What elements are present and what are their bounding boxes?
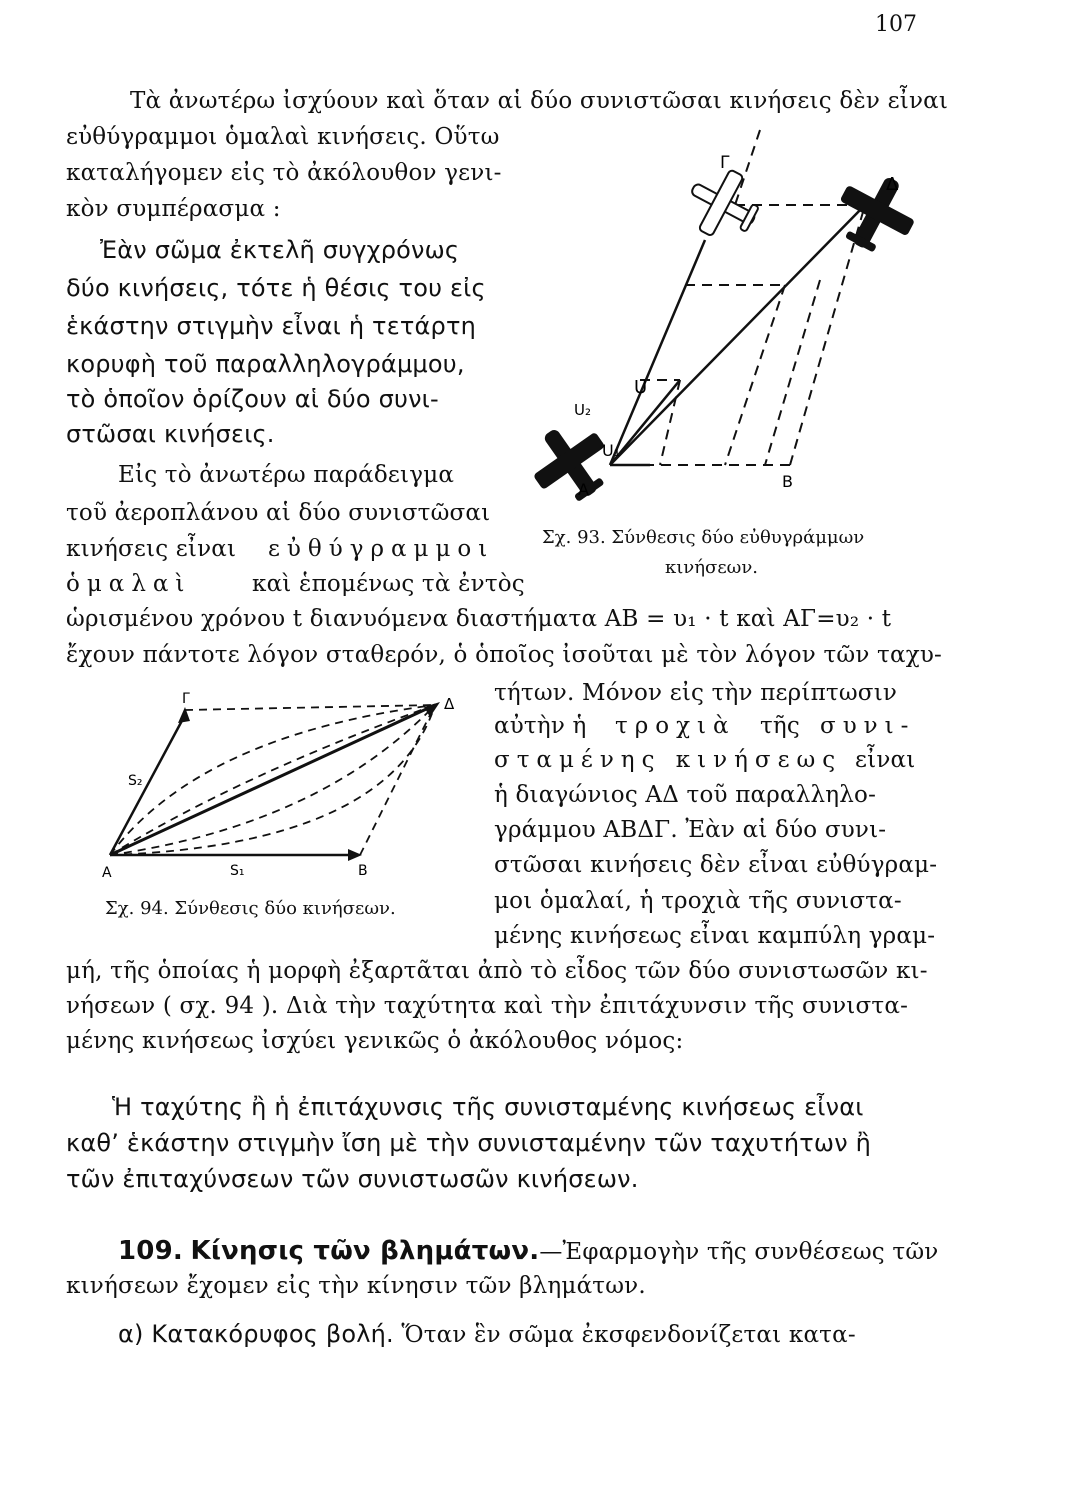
right-line-2a: αὐτὴν ἡ	[494, 713, 587, 739]
airplane-d-icon	[825, 162, 927, 264]
cont-line-1: μή, τῆς ὁποίας ἡ μορφὴ ἐξαρτᾶται ἀπὸ τὸ εἶδος τῶν δύο συνιστωσῶν κι-	[66, 958, 928, 984]
intro-line-2: εὐθύγραμμοι ὁμαλαὶ κινήσεις. Οὕτω	[66, 124, 500, 150]
right-line-1: τήτων. Μόνον εἰς τὴν περίπτωσιν	[494, 680, 898, 706]
example-line-2: τοῦ ἀεροπλάνου αἱ δύο συνιστῶσαι	[66, 500, 491, 526]
example-line-3a: κινήσεις εἶναι	[66, 536, 237, 562]
side-ag	[110, 715, 185, 855]
fig94-label-s2: S₂	[128, 773, 143, 789]
example-line-3b: εὐθύγραμμοι	[268, 536, 495, 562]
intro-line-4: κὸν συμπέρασμα :	[66, 196, 281, 222]
intro-line-3: καταλήγομεν εἰς τὸ ἀκόλουθον γενι-	[66, 160, 502, 186]
fig93-caption-line-1: Σχ. 93. Σύνθεσις δύο εὐθυγράμμων	[542, 527, 865, 548]
law-line-3: τῶν ἐπιταχύνσεων τῶν συνιστωσῶν κινήσεων.	[66, 1165, 639, 1193]
section-line-2: κινήσεων ἔχομεν εἰς τὴν κίνησιν τῶν βλημάτων.	[66, 1273, 646, 1299]
fig93-label-u2: U₂	[574, 401, 591, 419]
right-line-4: ἡ διαγώνιος ΑΔ τοῦ παραλληλο-	[494, 782, 877, 808]
fig93-label-a: A	[578, 480, 589, 499]
rule-line-5: τὸ ὁποῖον ὁρίζουν αἱ δύο συνι-	[66, 385, 439, 413]
fig93-caption-line-2: κινήσεων.	[665, 557, 758, 578]
fig94-label-s1: S₁	[230, 863, 245, 879]
right-line-6: στῶσαι κινήσεις δὲν εἶναι εὐθύγραμ-	[494, 852, 938, 878]
rule-line-6: στῶσαι κινήσεις.	[66, 420, 275, 448]
dash-v1	[725, 285, 785, 465]
section-heading	[118, 1236, 938, 1266]
airplane-a-icon	[520, 410, 623, 515]
right-line-2d: συνι-	[820, 713, 916, 739]
example-line-4a: ὁμαλαὶ	[66, 571, 192, 597]
fig94-label-g: Γ	[182, 691, 190, 707]
intro-line-1: Τὰ ἀνωτέρω ἰσχύουν καὶ ὅταν αἱ δύο συνιστῶσαι κινήσεις δὲν εἶναι	[130, 88, 949, 114]
rule-line-1: Ἐὰν σῶμα ἐκτελῆ συγχρόνως	[100, 236, 460, 264]
arrow-b-icon	[348, 849, 362, 861]
right-line-3b: εἶναι	[855, 747, 916, 773]
example-line-1: Εἰς τὸ ἀνωτέρω παράδειγμα	[118, 462, 455, 488]
subsection-line	[118, 1320, 856, 1348]
page-number: 107	[875, 12, 917, 37]
example-line-5: ὡρισμένου χρόνου t διανυόμενα διαστήματα ΑΒ = υ₁ · t καὶ ΑΓ=υ₂ · t	[66, 606, 892, 632]
law-line-2: καθ’ ἑκάστην στιγμὴν ἴση μὲ τὴν συνισταμένην τῶν ταχυτήτων ἢ	[66, 1129, 872, 1157]
right-line-5: γράμμου ΑΒΔΓ. Ἐὰν αἱ δύο συνι-	[494, 817, 887, 843]
fig93-label-b: B	[782, 472, 793, 491]
rule-line-4: κορυφὴ τοῦ παραλληλογράμμου,	[66, 350, 465, 378]
fig94-caption: Σχ. 94. Σύνθεσις δύο κινήσεων.	[105, 898, 396, 919]
subsection-label: α) Κατακόρυφος βολή.	[118, 1320, 394, 1348]
fig93-label-u: U	[634, 377, 648, 398]
fig94-label-b: B	[358, 863, 368, 879]
right-line-2c: τῆς	[760, 713, 800, 739]
rule-line-3: ἑκάστην στιγμὴν εἶναι ἡ τετάρτη	[66, 312, 477, 340]
dash-top	[735, 130, 760, 205]
law-line-1: Ἡ ταχύτης ἢ ἡ ἐπιτάχυνσις τῆς συνισταμένης κινήσεως εἶναι	[112, 1093, 864, 1121]
cont-line-2: νήσεων ( σχ. 94 ). Διὰ τὴν ταχύτητα καὶ τὴν ἐπιτάχυνσιν τῆς συνιστα-	[66, 993, 909, 1019]
section-number: 109.	[118, 1236, 183, 1266]
figure-94	[90, 685, 470, 885]
dash-v3	[765, 280, 820, 465]
dash-g-d	[185, 705, 435, 710]
fig94-label-d: Δ	[444, 695, 455, 713]
figure-93	[520, 110, 930, 530]
fig93-label-u1: U₁	[602, 441, 621, 460]
diagonal-ad	[110, 705, 435, 855]
section-title: Κίνησις τῶν βλημάτων.	[190, 1236, 540, 1266]
right-line-7: μοι ὁμαλαί, ἡ τροχιὰ τῆς συνιστα-	[494, 888, 902, 914]
cont-line-3: μένης κινήσεως ἰσχύει γενικῶς ὁ ἀκόλουθος νόμος:	[66, 1028, 684, 1054]
right-line-2b: τροχιὰ	[615, 713, 736, 739]
rule-line-2: δύο κινήσεις, τότε ἡ θέσις του εἰς	[66, 274, 486, 302]
section-intro-text: —Ἐφαρμογὴν τῆς συνθέσεως τῶν	[539, 1239, 939, 1265]
fig93-label-g: Γ	[720, 153, 730, 173]
right-line-8: μένης κινήσεως εἶναι καμπύλη γραμ-	[494, 923, 936, 949]
subsection-text: Ὅταν ἓν σῶμα ἐκσφενδονίζεται κατα-	[401, 1322, 856, 1348]
dash-b-d	[360, 705, 435, 855]
example-line-4b: καὶ ἑπομένως τὰ ἐντὸς	[252, 571, 525, 597]
example-line-6: ἔχουν πάντοτε λόγον σταθερόν, ὁ ὁποῖος ἰσοῦται μὲ τὸν λόγον τῶν ταχυ-	[66, 642, 943, 668]
diagonal-ad	[610, 205, 865, 465]
fig94-label-a: A	[102, 865, 112, 881]
right-line-3a: σταμένης κινήσεως	[494, 747, 843, 773]
side-ag	[610, 240, 705, 465]
fig93-label-d: Δ	[886, 174, 899, 195]
